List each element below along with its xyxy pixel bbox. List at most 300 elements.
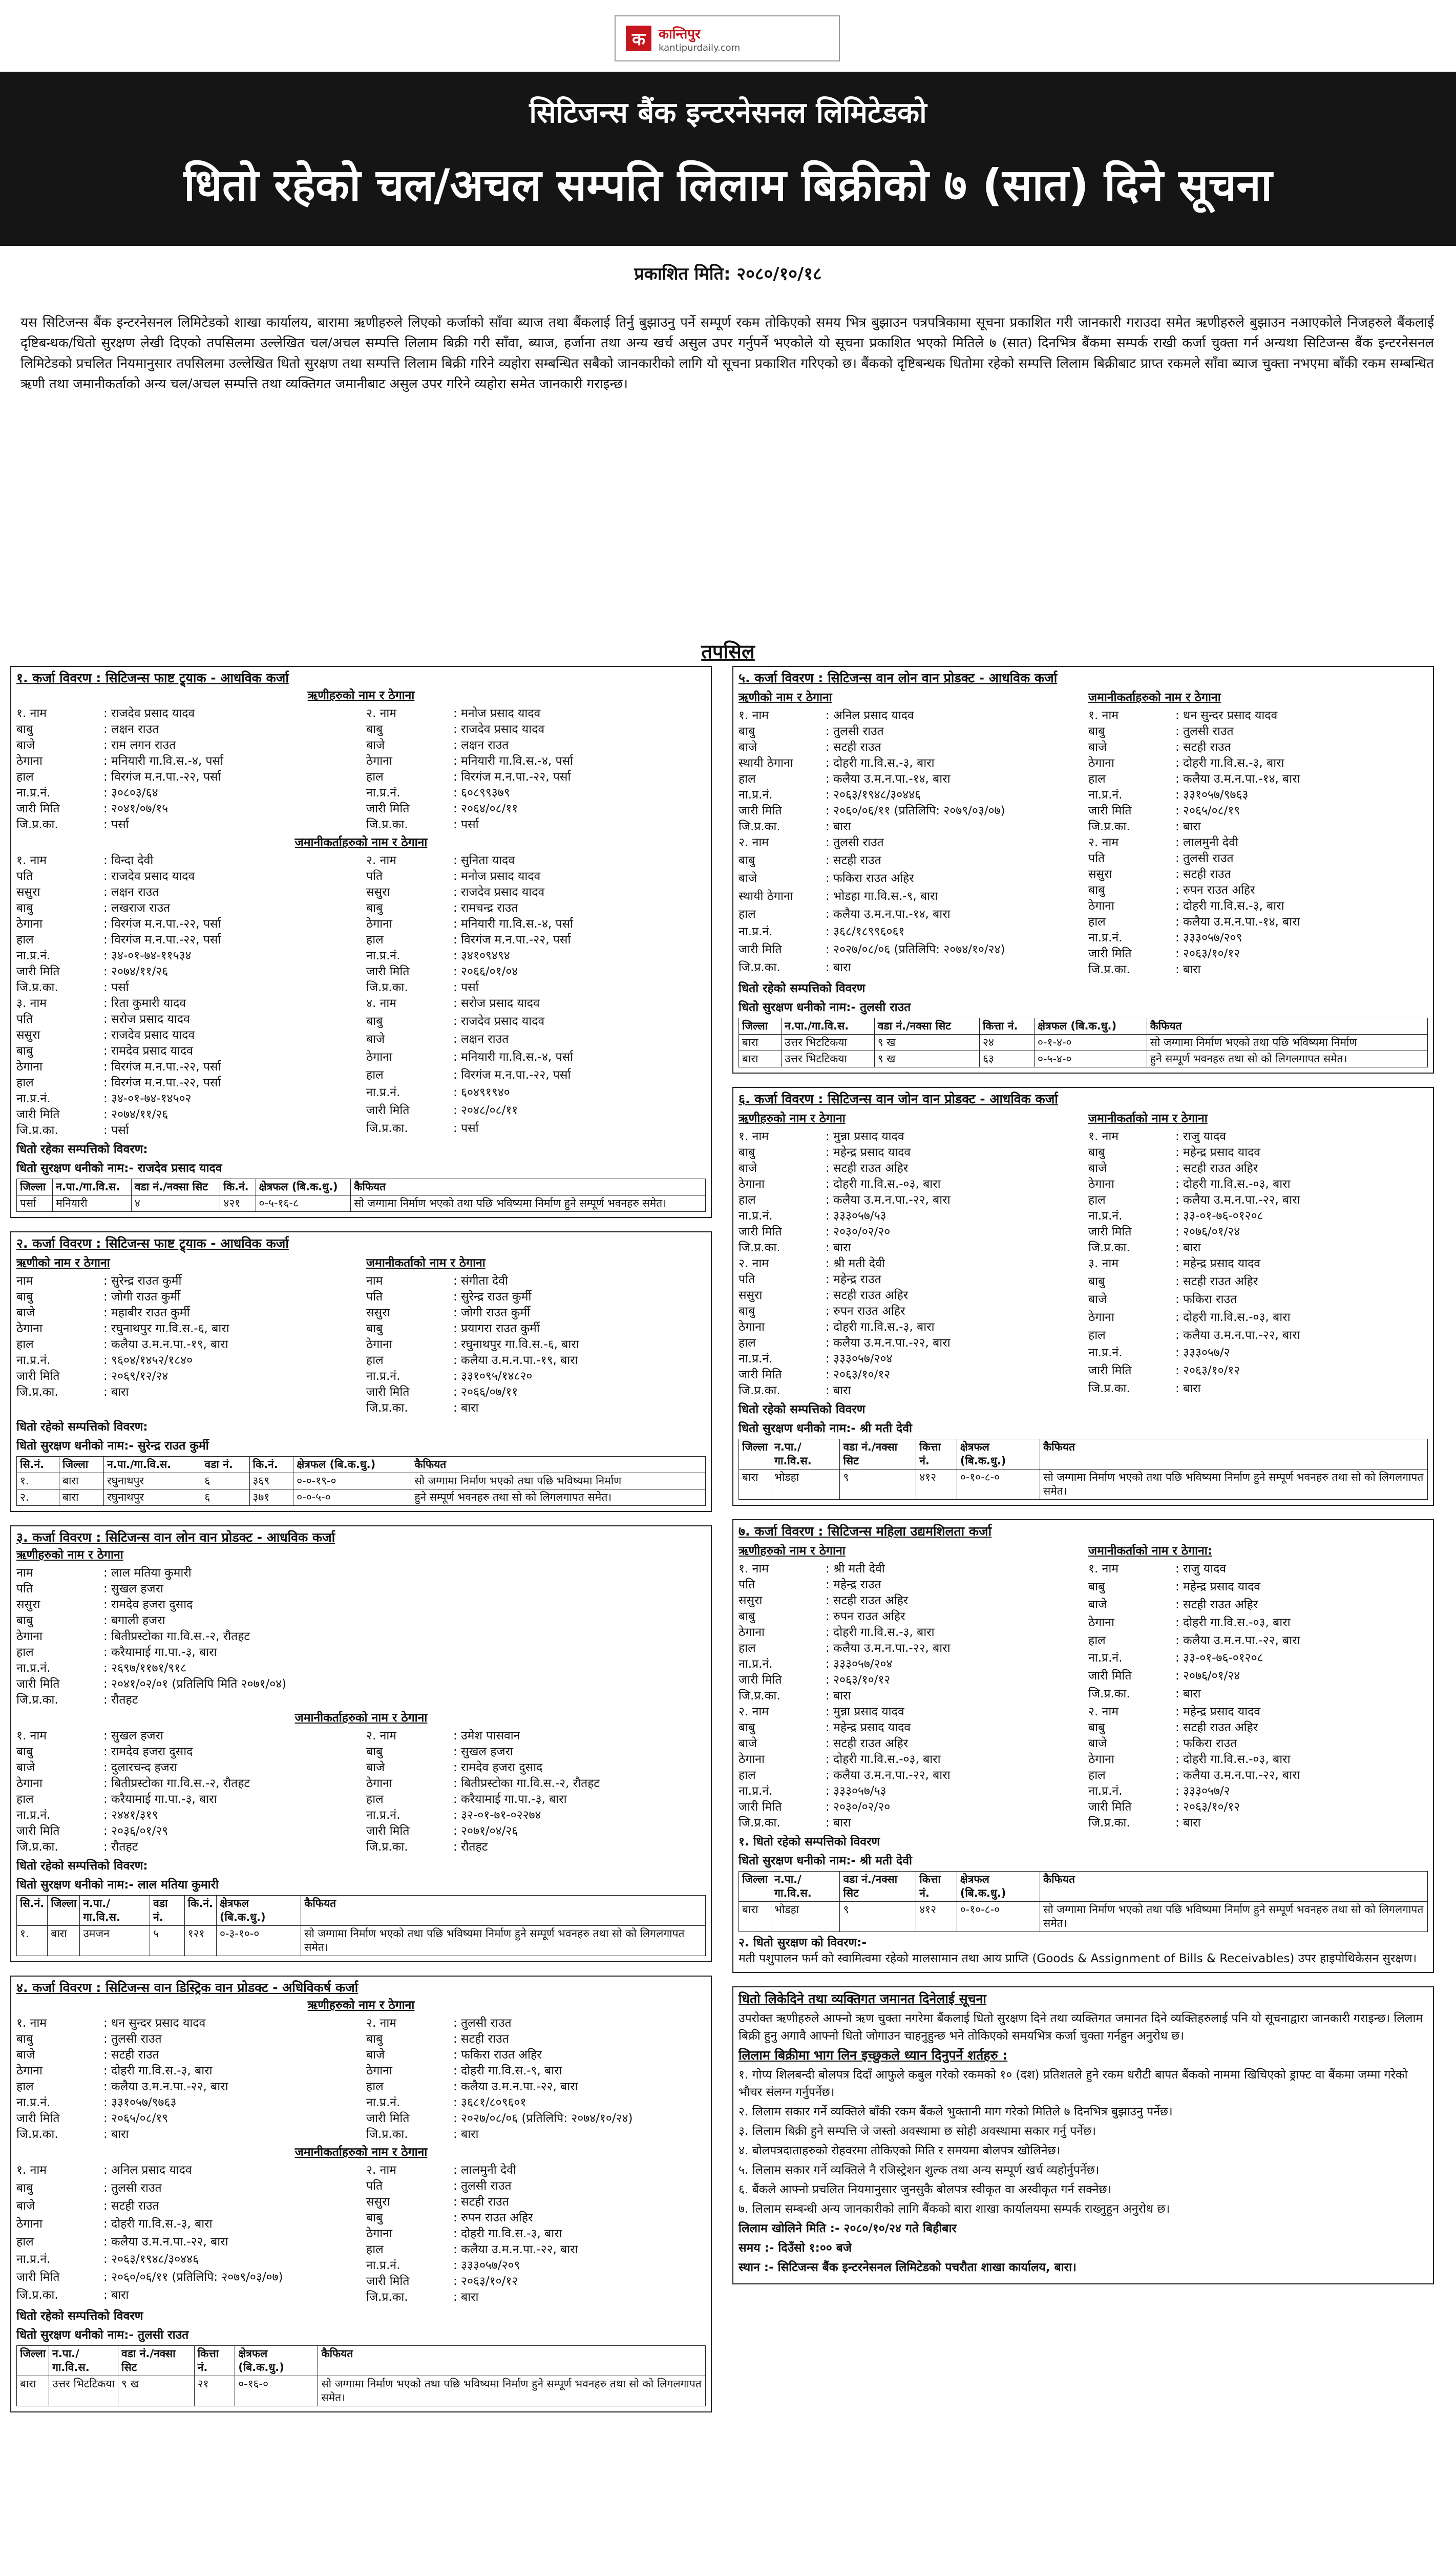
security-text: मती पशुपालन फर्म को स्वामित्वमा रहेको मालसामान तथा आय प्राप्ति (Goods & Assignment of Bills & Receivables) उपर हाइपोथिकेसन सुरक्षण।	[738, 1952, 1417, 1965]
field-label: जारी मिति	[366, 2112, 410, 2125]
field-value: : पर्सा	[453, 818, 479, 831]
table-header-cell: वडा नं.	[201, 1457, 249, 1473]
field-label: ठेगाना	[738, 1178, 765, 1191]
field-value: : ३३३०५७/२	[1175, 1346, 1230, 1360]
field-value: : दोहरी गा.वि.स.-३, बारा	[826, 757, 935, 770]
table-cell: रघुनाथपुर	[104, 1489, 201, 1506]
field-value: : ३२-०१-७१-०२२७४	[453, 1809, 541, 1822]
table-cell: ०-१-४-०	[1035, 1035, 1147, 1051]
field-label: ना.प्र.नं.	[366, 2096, 400, 2109]
right-column	[732, 666, 1434, 2298]
field-label: ससुरा	[16, 1028, 40, 1042]
field-value: : बारा	[826, 820, 851, 833]
field-value: : कलैया उ.म.न.पा.-२२, बारा	[826, 1642, 951, 1655]
table-header-cell: न.पा./गा.वि.स.	[771, 1872, 840, 1902]
person-card	[738, 1256, 1078, 1399]
guarantors-group	[16, 1728, 706, 1855]
borrowers-heading: ऋणीहरुको नाम र ठेगाना	[307, 689, 415, 702]
field-value: : कलैया उ.म.न.पा.-२२, बारा	[453, 2243, 578, 2256]
field-value: : रामदेव हजरा दुसाद	[453, 1761, 543, 1774]
field-label: बाजे	[16, 1761, 35, 1774]
field-value: : ३६८१/८०९६०१	[453, 2096, 526, 2109]
field-value: : तुलसी राउत	[103, 2181, 162, 2195]
property-table	[738, 1439, 1428, 1500]
field-value: : दोहरी गा.वि.स.-३, बारा	[453, 2227, 562, 2240]
field-value: : ३३-०१-७६-०१२०८	[1175, 1651, 1263, 1665]
field-label: जारी मिति	[16, 1370, 60, 1383]
field-value: : २०६९/१२/२४	[103, 1370, 168, 1383]
table-header-cell: क्षेत्रफल (बि.क.धु.)	[957, 1439, 1040, 1470]
guarantors-heading: जमानीकर्ताको नाम र ठेगाना:	[1088, 1544, 1212, 1558]
field-label: ससुरा	[1088, 868, 1112, 881]
field-value: : ३३-०१-७६-०१२०८	[1175, 1209, 1263, 1223]
field-value: : बारा	[103, 2289, 129, 2302]
field-value: : फकिरा राउत	[1175, 1292, 1237, 1306]
table-cell: ६	[201, 1473, 249, 1489]
field-label: १. नाम	[16, 2017, 47, 2030]
field-label: बाबु	[16, 1044, 33, 1058]
field-label: बाबु	[366, 1745, 383, 1758]
field-value: : बारा	[826, 1689, 851, 1703]
table-header-cell: वडा नं./नक्सा सिट	[131, 1179, 220, 1195]
field-label: जारी मिति	[16, 965, 60, 978]
guarantors-heading: जमानीकर्ताको नाम र ठेगाना	[1088, 1112, 1208, 1125]
field-value: : राजु यादव	[1175, 1130, 1227, 1143]
field-value: : बारा	[826, 961, 851, 975]
field-value: : कलैया उ.म.न.पा.-२२, बारा	[826, 1193, 951, 1207]
field-value: : २०३०/०२/२०	[826, 1800, 891, 1814]
table-header-cell: वडा नं./नक्सा सिट	[840, 1872, 916, 1902]
field-value: : २०६०/०६/११ (प्रतिलिपि: २०७९/०३/०७)	[826, 804, 1005, 817]
field-label: बाबु	[16, 723, 33, 736]
field-label: बाबु	[1088, 1146, 1105, 1159]
field-label: पति	[738, 1273, 755, 1286]
borrowers-heading: ऋणीहरुको नाम र ठेगाना	[738, 1112, 846, 1125]
field-label: ना.प्र.नं.	[16, 1662, 51, 1675]
field-label: ३. नाम	[16, 997, 47, 1010]
tapsil-heading: तपसिल	[701, 640, 755, 663]
table-cell: ०-१६-०	[235, 2376, 318, 2406]
property-table	[738, 1871, 1428, 1932]
field-value: : पर्सा	[453, 1122, 479, 1136]
field-value: : सटही राउत अहिर	[826, 1594, 909, 1607]
field-value: : राजदेव प्रसाद यादव	[103, 707, 195, 720]
table-header-row	[17, 1179, 706, 1195]
field-label: हाल	[1088, 1328, 1106, 1342]
loan-title: २. कर्जा विवरण : सिटिजन्स फाष्ट ट्र्याक - आधविक कर्जा	[16, 1236, 289, 1251]
field-value: : दोहरी गा.वि.स.-३, बारा	[103, 2217, 213, 2231]
table-row	[17, 2376, 706, 2406]
field-label: जि.प्र.का.	[1088, 1816, 1130, 1830]
field-label: जारी मिति	[16, 2112, 60, 2125]
field-value: : रामदेव हजरा दुसाद	[103, 1598, 193, 1611]
person-card	[366, 2016, 706, 2143]
table-header-cell: जिल्ला	[739, 1872, 771, 1902]
field-label: ना.प्र.नं.	[366, 1370, 400, 1383]
field-value: : कलैया उ.म.न.पा.-१९, बारा	[103, 1338, 228, 1351]
security-title: २. धितो सुरक्षण को विवरण:-	[738, 1936, 867, 1949]
field-value: : ३३३०५७/२०९	[1175, 931, 1242, 944]
field-label: पति	[366, 1290, 383, 1304]
field-value: : सुखल हजरा	[453, 1745, 513, 1758]
field-label: बाबु	[738, 1305, 755, 1318]
person-card	[1088, 1561, 1428, 1704]
table-row	[739, 1035, 1428, 1051]
field-value: : सटही राउत अहिर	[1175, 1162, 1258, 1175]
auction-terms	[732, 1986, 1434, 2284]
field-value: : २०६३/१०/१२	[1175, 947, 1240, 960]
intro-paragraph: यस सिटिजन्स बैंक इन्टरनेसनल लिमिटेडको शाखा कार्यालय, बारामा ऋणीहरुले लिएको कर्जाको साँवा ब्याज तथा बैंकलाई तिर्नु बुझाउनु पर्ने सम्पूर्ण रकम तोकिएको समय भित्र बुझाउन पत्रपत्रिकामा सूचना प्रकाशित गरी जानकारी गराउदा समेत ऋणीहरुले बुझाउन नआएकोले निजहरुले बैंकलाई दृष्टिबन्धक/धितो सुरक्षण लेखी दिएको तपसिलमा उल्लेखित चल/अचल सम्पत्ति लिलाम बिक्री गरी साँवा, ब्याज, हर्जाना तथा अन्य खर्च असुल उपर गर्नुपर्ने भएकोले यो सूचना प्रकाशित भएको मितिले ७ (सात) दिनभित्र बैंकमा सम्पर्क राखी कर्जा चुक्ता गर्न अन्यथा सिटिजन्स बैंक इन्टरनेसनल लिमिटेडको प्रचलित नियमानुसार तपसिलमा उल्लेखित धितो सुरक्षण तथा सम्पत्ति लिलाम बिक्री गरिने व्यहोरा सम्बन्धित सबैको जानकारीको लागि यो सूचना प्रकाशित गरिएको छ। बैंकको दृष्टिबन्धक धितोमा रहेको सम्पत्ति लिलाम बिक्रीबाट प्राप्त रकमले साँवा ब्याज चुक्ता नभएमा बाँकी रकम सम्बन्धित ऋणी तथा जमानीकर्ताको अन्य चल/अचल सम्पत्ति तथा व्यक्तिगत जमानीबाट असुल उपर गरिने व्यहोरा समेत जानकारी गराइन्छ।	[20, 315, 1434, 392]
property-table	[16, 2345, 706, 2406]
field-label: हाल	[738, 1336, 756, 1350]
table-cell: सो जग्गामा निर्माण भएको तथा पछि भविष्यमा निर्माण हुने सम्पूर्ण भवनहरु तथा सो को लिगलगापत समेत।	[1040, 1902, 1428, 1932]
field-label: ना.प्र.नं.	[738, 1352, 773, 1366]
table-header-cell: जिल्ला	[48, 1896, 80, 1926]
field-label: जारी मिति	[366, 965, 410, 978]
field-label: ना.प्र.नं.	[1088, 931, 1123, 944]
field-value: : सुरेन्द्र राउत कुर्मी	[103, 1274, 182, 1288]
property-table	[16, 1895, 706, 1956]
table-header-cell: कि.नं.	[220, 1179, 256, 1195]
field-value: : सरोज प्रसाद यादव	[453, 997, 540, 1010]
table-cell: उमजन	[80, 1926, 150, 1956]
field-label: ना.प्र.नं.	[366, 949, 400, 962]
field-value: : अनिल प्रसाद यादव	[103, 2164, 192, 2177]
field-value: : ३३१०५७/९७६३	[103, 2096, 177, 2109]
table-header-row	[739, 1439, 1428, 1470]
field-label: १. नाम	[738, 709, 769, 722]
field-value: : राजदेव प्रसाद यादव	[453, 1014, 545, 1028]
field-value: : २६९७/११७१/९१८	[103, 1662, 187, 1675]
field-label: जि.प्र.का.	[366, 1401, 408, 1415]
field-label: ना.प्र.नं.	[16, 2253, 51, 2266]
field-label: बाबु	[366, 2032, 383, 2046]
field-label: बाजे	[16, 2199, 35, 2213]
field-value: : सरोज प्रसाद यादव	[103, 1013, 190, 1026]
owner-line: धितो सुरक्षण धनीको नाम:- राजदेव प्रसाद यादव	[16, 1162, 222, 1175]
person-card	[1088, 835, 1428, 978]
table-header-cell: जिल्ला	[59, 1457, 104, 1473]
field-label: ना.प्र.नं.	[16, 786, 51, 800]
field-label: बाजे	[1088, 1292, 1107, 1306]
person-card	[366, 2163, 706, 2305]
field-label: हाल	[16, 933, 34, 947]
field-value: : लालमुनी देवी	[1175, 836, 1238, 849]
property-title: धितो रहेको सम्पत्तिको विवरण:	[16, 1859, 148, 1873]
field-label: हाल	[366, 2243, 384, 2256]
field-label: पति	[366, 870, 383, 883]
field-value: : रामदेव प्रसाद यादव	[103, 1044, 193, 1058]
table-header-row	[739, 1018, 1428, 1035]
table-row	[17, 1473, 706, 1489]
table-cell: १२१	[184, 1926, 216, 1956]
person-card	[16, 996, 356, 1139]
table-header-cell: सि.नं.	[17, 1457, 59, 1473]
field-label: बाजे	[366, 2048, 385, 2062]
field-value: : २०३०/०२/२०	[826, 1225, 891, 1238]
table-row	[17, 1926, 706, 1956]
loan-section-1	[10, 666, 712, 1218]
field-label: जि.प्र.का.	[738, 1816, 780, 1830]
field-value: : पर्सा	[103, 981, 129, 994]
table-cell: २१	[194, 2376, 235, 2406]
field-value: : २०७४/११/२६	[103, 965, 168, 978]
parties-group	[738, 1561, 1428, 1704]
field-value: : रामचन्द्र राउत	[453, 901, 518, 915]
person-card	[1088, 1704, 1428, 1831]
table-cell: बारा	[48, 1926, 80, 1956]
field-value: : २०६६/०१/०४	[453, 965, 518, 978]
table-header-cell: कैफियत	[1040, 1439, 1428, 1470]
field-label: बाजे	[738, 1162, 757, 1175]
field-label: हाल	[16, 2080, 34, 2093]
table-cell: ९ ख	[874, 1035, 979, 1051]
table-cell: भोडहा	[771, 1470, 840, 1500]
borrowers-heading: ऋणीहरुको नाम र ठेगाना	[307, 1999, 415, 2012]
field-label: ससुरा	[738, 1289, 763, 1302]
field-label: जि.प्र.का.	[738, 820, 780, 833]
person-card	[366, 996, 706, 1139]
field-label: जारी मिति	[366, 1824, 410, 1838]
field-label: २. नाम	[1088, 1705, 1119, 1718]
condition-item: ७. लिलाम सम्बन्धी अन्य जानकारीको लागि बैंकको बारा शाखा कार्यालयमा सम्पर्क राख्नुहुन अनुरोध छ।	[738, 2202, 1170, 2216]
field-value: : सटही राउत अहिर	[1175, 1274, 1258, 1288]
field-value: : २०६०/०६/११ (प्रतिलिपि: २०७९/०३/०७)	[103, 2271, 283, 2284]
owner-line: धितो सुरक्षण धनीको नाम:- श्री मती देवी	[738, 1422, 913, 1435]
person-card	[1088, 1256, 1428, 1399]
field-value: : २०७६/०१/२४	[1175, 1669, 1240, 1683]
field-label: ना.प्र.नं.	[1088, 788, 1123, 802]
table-header-cell: न.पा./गा.वि.स.	[53, 1179, 132, 1195]
table-header-cell: क्षेत्रफल (बि.क.धु.)	[216, 1896, 301, 1926]
loan-section-5	[732, 666, 1434, 1074]
table-header-cell: न.पा./गा.वि.स.	[104, 1457, 201, 1473]
table-cell: ३६९	[249, 1473, 293, 1489]
loan-section-3	[10, 1525, 712, 1962]
field-value: : ३३३०५७/२०४	[826, 1657, 893, 1671]
field-value: : तुलसी राउत	[453, 2179, 512, 2193]
table-cell: ३७१	[249, 1489, 293, 1506]
field-value: : विरगंज म.न.पा.-२२, पर्सा	[103, 1060, 221, 1074]
table-cell: हुने सम्पूर्ण भवनहरु तथा सो को लिगलगापत समेत।	[411, 1489, 706, 1506]
field-label: हाल	[738, 1769, 756, 1782]
table-cell: उत्तर भिटटिकया	[782, 1051, 875, 1067]
field-value: : २०४१/०७/१५	[103, 802, 168, 815]
person-card	[366, 853, 706, 996]
field-label: जारी मिति	[1088, 947, 1132, 960]
field-label: १. नाम	[16, 854, 47, 867]
field-value: : दोहरी गा.वि.स.-०३, बारा	[1175, 1753, 1291, 1766]
field-value: : बारा	[1175, 963, 1201, 976]
field-label: जि.प्र.का.	[1088, 1687, 1130, 1701]
table-cell: बारा	[59, 1489, 104, 1506]
field-value: : सटही राउत	[1175, 868, 1231, 881]
field-value: : रुपन राउत अहिर	[1175, 884, 1255, 897]
field-value: : मनियारी गा.वि.स.-४, पर्सा	[453, 1050, 574, 1064]
field-label: बाबु	[1088, 884, 1105, 897]
table-header-cell: क्षेत्रफल (बि.क.धु.)	[256, 1179, 351, 1195]
field-value: : २०७६/०१/२४	[1175, 1225, 1240, 1238]
field-label: ठेगाना	[366, 2227, 392, 2240]
field-label: जि.प्र.का.	[16, 2289, 58, 2302]
table-header-cell: कित्ता नं.	[916, 1439, 957, 1470]
field-value: : ३३३०५७/२	[1175, 1785, 1230, 1798]
field-value: : ३३३०५७/२०९	[453, 2259, 520, 2272]
table-header-cell: क्षेत्रफल (बि.क.धु.)	[235, 2346, 318, 2376]
table-header-row	[739, 1872, 1428, 1902]
field-label: ससुरा	[16, 886, 40, 899]
field-value: : सुखल हजरा	[103, 1729, 163, 1743]
field-value: : दोहरी गा.वि.स.-३, बारा	[103, 2064, 213, 2077]
field-label: हाल	[738, 1642, 756, 1655]
field-value: : फकिरा राउत अहिर	[826, 871, 914, 885]
field-value: : रुपन राउत अहिर	[826, 1305, 905, 1318]
parties-group	[738, 708, 1428, 835]
field-label: १. नाम	[738, 1130, 769, 1143]
table-header-cell: वडा नं.	[150, 1896, 185, 1926]
field-value: : मनोज प्रसाद यादव	[453, 870, 541, 883]
field-value: : कलैया उ.म.न.पा.-१४, बारा	[826, 772, 951, 786]
field-label: हाल	[16, 1076, 34, 1089]
field-label: जि.प्र.का.	[738, 1241, 780, 1254]
field-label: ना.प्र.नं.	[366, 1809, 400, 1822]
field-label: ससुरा	[738, 1594, 763, 1607]
field-label: जि.प्र.का.	[366, 2128, 408, 2141]
field-value: : महेन्द्र प्रसाद यादव	[1175, 1580, 1261, 1593]
field-label: १. नाम	[16, 707, 47, 720]
field-label: ना.प्र.नं.	[1088, 1346, 1123, 1360]
field-value: : २०६३/१९४८/३०४४६	[103, 2253, 199, 2266]
field-value: : धन सुन्दर प्रसाद यादव	[103, 2017, 206, 2030]
field-label: १. नाम	[1088, 1130, 1119, 1143]
property-title: धितो रहेका सम्पत्तिको विवरण:	[16, 1143, 148, 1156]
borrower-heading: ऋणीहरुको नाम र ठेगाना	[16, 1548, 123, 1562]
table-cell: ९ ख	[118, 2376, 195, 2406]
field-value: : २०२७/०८/०६ (प्रतिलिपि: २०७४/१०/२४)	[453, 2112, 633, 2125]
field-value: : दोहरी गा.वि.स.-३, बारा	[826, 1626, 935, 1639]
opening-place: स्थान :- सिटिजन्स बैंक इन्टरनेसनल लिमिटेडको पचरौता शाखा कार्यालय, बारा।	[738, 2261, 1077, 2274]
field-value: : बगाली हजरा	[103, 1614, 165, 1627]
field-label: जारी मिति	[16, 802, 60, 815]
field-label: २. नाम	[366, 854, 397, 867]
field-value: : लक्षन राउत	[103, 723, 159, 736]
field-value: : रघुनाथपुर गा.वि.स.-६, बारा	[453, 1338, 579, 1351]
field-label: जि.प्र.का.	[1088, 820, 1130, 833]
field-label: हाल	[1088, 915, 1106, 929]
field-value: : २०४१/०२/०१ (प्रतिलिपि मिति २०७१/०४)	[103, 1677, 287, 1691]
person-card	[16, 2016, 356, 2143]
field-label: बाबु	[1088, 1580, 1105, 1593]
field-label: ३. नाम	[1088, 1257, 1119, 1270]
field-value: : सटही राउत	[826, 853, 881, 867]
table-cell: बारा	[739, 1051, 782, 1067]
opening-time: समय :- दिउँसो १:०० बजे	[738, 2241, 852, 2255]
table-header-cell: कैफियत	[1147, 1018, 1427, 1035]
field-label: हाल	[1088, 1769, 1106, 1782]
field-value: : लक्षन राउत	[103, 886, 159, 899]
person-card	[1088, 1129, 1428, 1256]
field-label: पति	[366, 2179, 383, 2193]
field-value: : विरगंज म.न.पा.-२२, पर्सा	[103, 933, 221, 947]
field-label: हाल	[1088, 772, 1106, 786]
field-label: जि.प्र.का.	[16, 981, 58, 994]
table-header-cell: न.पा./गा.वि.स.	[771, 1439, 840, 1470]
table-header-cell: क्षेत्रफल (बि.क.धु.)	[293, 1457, 411, 1473]
table-cell: ४२१	[220, 1195, 256, 1212]
table-cell: ९	[840, 1902, 916, 1932]
field-value: : करैयामाई गा.पा.-३, बारा	[103, 1793, 217, 1806]
field-value: : कलैया उ.म.न.पा.-२२, बारा	[826, 1336, 951, 1350]
field-label: नाम	[366, 1274, 383, 1288]
field-label: हाल	[1088, 1633, 1106, 1647]
parties-group	[738, 835, 1428, 978]
field-label: बाबु	[1088, 1274, 1105, 1288]
field-value: : दोहरी गा.वि.स.-३, बारा	[1175, 899, 1284, 913]
field-label: जारी मिति	[16, 1824, 60, 1838]
field-label: जारी मिति	[366, 2275, 410, 2288]
loan-title: ५. कर्जा विवरण : सिटिजन्स वान लोन वान प्रोडक्ट - आधविक कर्जा	[738, 670, 1058, 685]
condition-item: १. गोप्य शिलबन्दी बोलपत्र दिदाँ आफुले कबुल गरेको रकमको १० (दश) प्रतिशतले हुने रकम धरौटी बापत बैंकको नाममा खिचिएको ड्राफ्ट वा बैंकमा जम्मा गरेको भौचर संलग्न गर्नुपर्नेछ।	[738, 2068, 1408, 2099]
field-label: ना.प्र.नं.	[366, 1086, 400, 1100]
field-label: १. नाम	[1088, 709, 1119, 722]
table-cell: उत्तर भिटटिकया	[782, 1035, 875, 1051]
field-label: २. नाम	[366, 2017, 397, 2030]
field-label: बाबु	[366, 901, 383, 915]
field-value: : २०६३/१०/१२	[826, 1368, 891, 1381]
table-cell: सो जग्गामा निर्माण भएको तथा पछि भविष्यमा निर्माण हुने सम्पूर्ण भवनहरु समेत।	[351, 1195, 706, 1212]
field-label: हाल	[16, 2235, 34, 2249]
field-label: बाबु	[1088, 1721, 1105, 1734]
field-value: : भोडहा गा.वि.स.-९, बारा	[826, 889, 938, 903]
field-label: बाबु	[16, 1290, 33, 1304]
loan-section-2	[10, 1231, 712, 1512]
field-value: : तुलसी राउत	[1175, 852, 1234, 865]
field-label: बाबु	[366, 1014, 383, 1028]
field-value: : अनिल प्रसाद यादव	[826, 709, 914, 722]
field-value: : कलैया उ.म.न.पा.-२२, बारा	[1175, 1769, 1300, 1782]
field-label: जि.प्र.का.	[366, 1122, 408, 1136]
field-value: : ६०८९९३७९	[453, 786, 510, 800]
heading-row	[738, 688, 1428, 708]
notice-header	[0, 72, 1456, 246]
loan-title: १. कर्जा विवरण : सिटिजन्स फाष्ट ट्र्याक - आधविक कर्जा	[16, 670, 289, 685]
field-value: : सटही राउत अहिर	[826, 1737, 909, 1750]
field-label: ठेगाना	[1088, 1753, 1114, 1766]
field-value: : राजदेव प्रसाद यादव	[453, 886, 545, 899]
field-label: ठेगाना	[16, 1060, 43, 1074]
field-value: : सटही राउत	[826, 741, 881, 754]
borrowers-group	[16, 2016, 706, 2143]
field-value: : सुखल हजरा	[103, 1582, 163, 1596]
table-cell: बारा	[739, 1470, 771, 1500]
field-label: ठेगाना	[738, 1320, 765, 1334]
field-label: हाल	[738, 1193, 756, 1207]
field-value: : २०७४/११/२६	[103, 1108, 168, 1121]
field-label: जारी मिति	[1088, 1669, 1132, 1683]
table-header-cell: कैफियत	[411, 1457, 706, 1473]
loan-section-7	[732, 1519, 1434, 1973]
table-cell: रघुनाथपुर	[104, 1473, 201, 1489]
field-value: : विरगंज म.न.पा.-२२, पर्सा	[103, 917, 221, 931]
field-value: : विरगंज म.न.पा.-२२, पर्सा	[103, 770, 221, 784]
field-value: : २०७१/०४/२६	[453, 1824, 518, 1838]
field-value: : सटही राउत अहिर	[826, 1289, 909, 1302]
field-value: : तुलसी राउत	[103, 2032, 162, 2046]
field-label: ठेगाना	[1088, 1310, 1114, 1324]
field-value: : मनियारी गा.वि.स.-४, पर्सा	[453, 917, 574, 931]
condition-item: २. लिलाम सकार गर्ने व्यक्तिले बाँकी रकम बैंकले भुक्तानी माग गरेको मितिले ७ दिनभित्र बुझाउनु पर्नेछ।	[738, 2105, 1173, 2118]
field-label: हाल	[738, 907, 756, 921]
